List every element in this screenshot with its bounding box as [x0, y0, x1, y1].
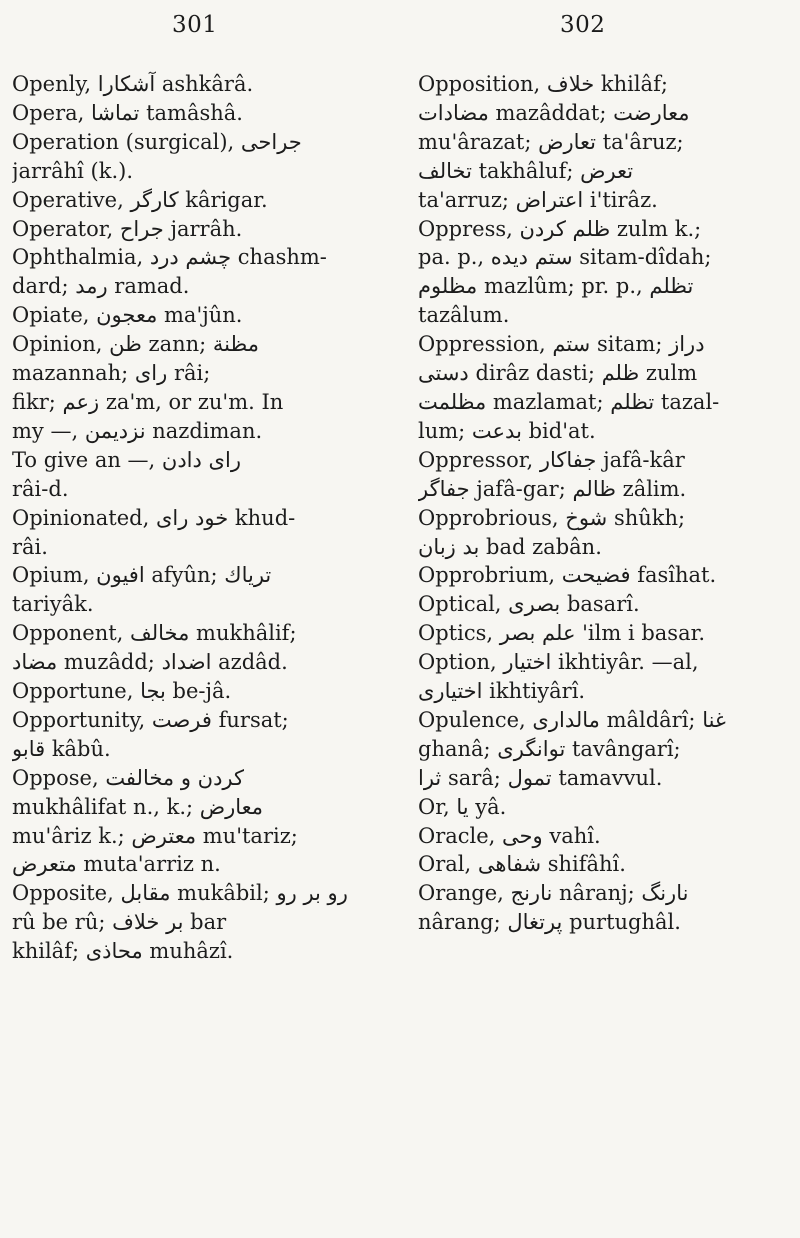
right-entry-line: pa. p., ستم ديده sitam-dîdah; [418, 245, 712, 270]
left-entry-line: مضاد muzâdd; اضداد azdâd. [12, 650, 288, 675]
left-entry-line: râi-d. [12, 476, 69, 501]
right-entry-line: Optics, علم بصر 'ilm i basar. [418, 621, 706, 646]
right-entry-line: Or, يا yâ. [418, 794, 507, 819]
right-entry-line: Opulence, مالدارى mâldârî; غنا [418, 707, 726, 732]
right-entry-line: tazâlum. [418, 303, 510, 328]
right-entry-line: ghanâ; توانگرى tavângarî; [418, 736, 681, 761]
left-entry-line: jarrâhî (k.). [12, 158, 134, 183]
right-entry-line: Oral, شفاهى shifâhî. [418, 852, 626, 877]
left-entry-line: rû be rû; بر خلاف bar [12, 910, 227, 935]
left-entry-line: Operator, جراح jarrâh. [12, 216, 243, 241]
left-entry-line: mu'âriz k.; معترض mu'tariz; [12, 823, 298, 848]
left-entry-line: Opium, افيون afyûn; ترياك [12, 563, 272, 588]
left-entry-line: Opportunity, فرصت fursat; [12, 707, 289, 732]
left-entry-line: To give an —, راى دادن [12, 447, 241, 472]
right-entry-line: Oppression, ستم sitam; دراز [418, 332, 705, 357]
left-entry-line: fikr; زعم za'm, or zu'm. In [12, 389, 284, 414]
column-gutter [400, 70, 401, 1170]
right-entry-line: Oppress, ظلم كردن zulm k.; [418, 216, 702, 241]
right-entry-line: مظلوم mazlûm; pr. p., تظلم [418, 274, 694, 299]
left-entry-line: tariyâk. [12, 592, 94, 617]
left-entry-line: mukhâlifat n., k.; معارض [12, 794, 264, 819]
right-column [418, 70, 800, 937]
right-entry-line: مظلمت mazlamat; تظلم tazal- [418, 389, 720, 414]
page-number-left: 301 [172, 12, 218, 38]
left-entry-line: Opera, تماشا tamâshâ. [12, 100, 243, 125]
left-entry-line: my —, نزديمن nazdiman. [12, 418, 263, 443]
right-entry-line: Oppressor, جفاكار jafâ-kâr [418, 447, 685, 472]
right-entry-line: ثرا sarâ; تمول tamavvul. [418, 765, 663, 790]
left-entry-line: Opportune, بجا be-jâ. [12, 679, 232, 704]
right-entry-line: اختيارى ikhtiyârî. [418, 679, 586, 704]
right-entry-line: Opprobrium, فضيحت fasîhat. [418, 563, 717, 588]
right-entry-line: Option, اختيار ikhtiyâr. —al, [418, 650, 699, 675]
right-entry-line: Orange, نارنج nâranj; نارنگ [418, 881, 689, 906]
right-entry-line: جفاگر jafâ-gar; ظالم zâlim. [418, 476, 687, 501]
right-entry-line: بد زبان bad zabân. [418, 534, 602, 559]
left-entry-line: Opponent, مخالف mukhâlif; [12, 621, 297, 646]
left-entry-line: mazannah; راى râi; [12, 361, 211, 386]
right-entry-line: دستى dirâz dasti; ظلم zulm [418, 361, 698, 386]
right-entry-line: Optical, بصرى basarî. [418, 592, 640, 617]
left-entry-line: dard; رمد ramad. [12, 274, 190, 299]
right-entry-line: nârang; پرتغال purtughâl. [418, 910, 681, 935]
right-entry-line: Opprobrious, شوخ shûkh; [418, 505, 686, 530]
right-entry-line: تخالف takhâluf; تعرض [418, 158, 634, 183]
right-entry-line: lum; بدعت bid'at. [418, 418, 596, 443]
left-entry-line: râi. [12, 534, 48, 559]
left-entry-line: متعرض muta'arriz n. [12, 852, 221, 877]
left-column [12, 70, 384, 966]
left-entry-line: Openly, آشكارا ashkârâ. [12, 72, 254, 96]
left-entry-line: khilâf; محاذى muhâzî. [12, 939, 234, 964]
left-entry-line: Ophthalmia, چشم درد chashm- [12, 245, 327, 270]
left-entry-line: Opposite, مقابل mukâbil; رو بر رو [12, 881, 348, 906]
left-entry-line: قابو kâbû. [12, 736, 111, 761]
left-entry-line: Operation (surgical), جراحى [12, 129, 302, 154]
left-entry-line: Opiate, معجون ma'jûn. [12, 303, 243, 328]
right-entry-line: mu'ârazat; تعارض ta'âruz; [418, 129, 684, 154]
right-entry-line: ta'arruz; اعتراض i'tirâz. [418, 187, 658, 212]
right-entry-line: Oracle, وحى vahî. [418, 823, 601, 848]
right-entry-line: Opposition, خلاف khilâf; [418, 72, 668, 96]
right-entry-line: مضادات mazâddat; معارضت [418, 100, 690, 125]
page-number-right: 302 [560, 12, 606, 38]
left-entry-line: Operative, كارگر kârigar. [12, 187, 268, 212]
left-entry-line: Opinion, ظن zann; مظنة [12, 332, 259, 357]
left-entry-line: Opinionated, خود راى khud- [12, 505, 296, 530]
left-entry-line: Oppose, كردن و مخالفت [12, 765, 245, 790]
